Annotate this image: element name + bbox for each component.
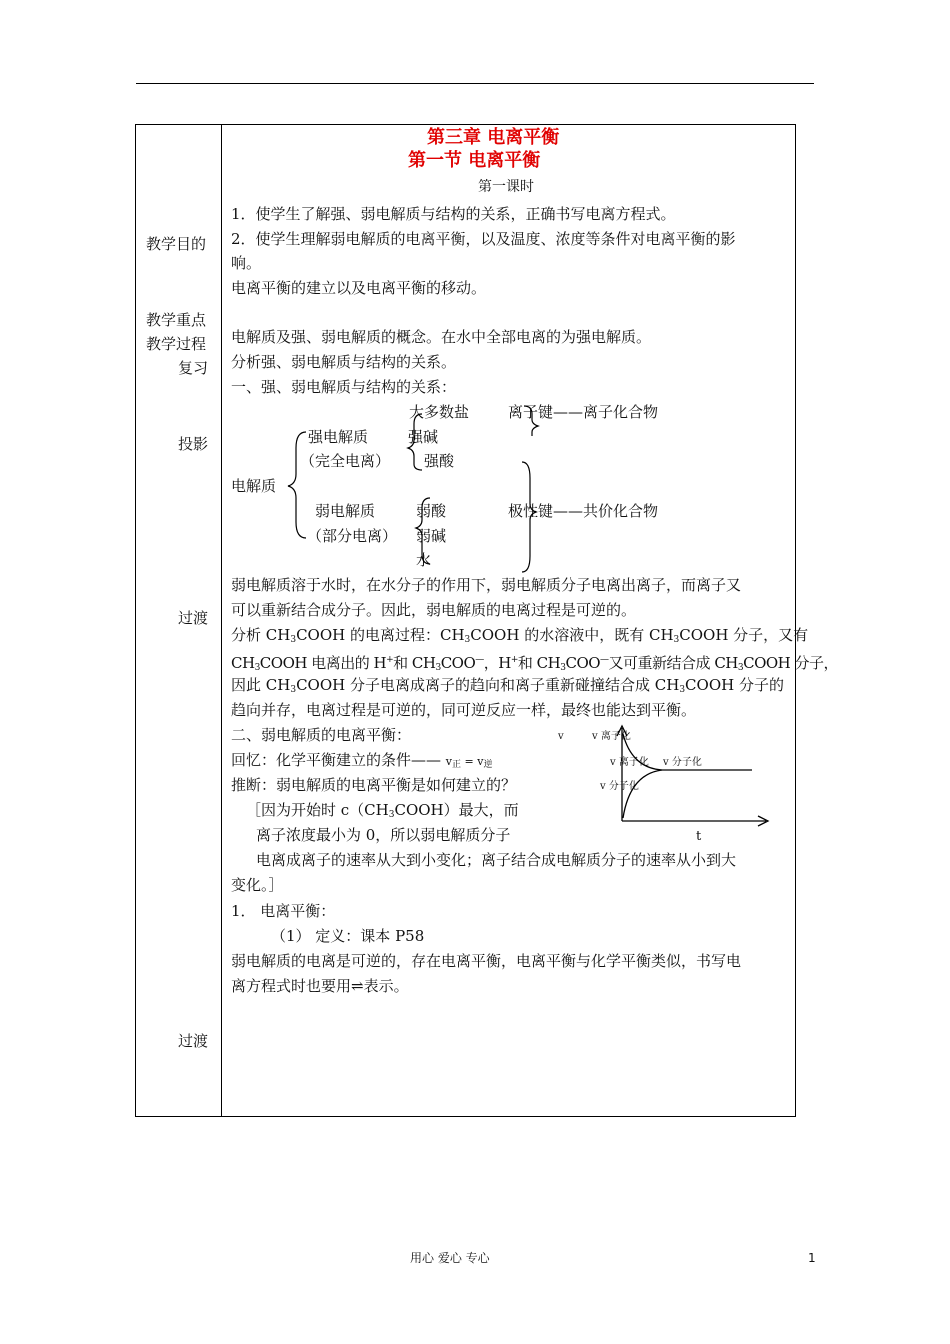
section-2-heading: 二、弱电解质的电离平衡： (231, 726, 412, 744)
brace-electrolyte (288, 432, 306, 538)
analysis-line-1: 分析 $CH_3COOH$ 的电离过程：$CH_3COOH$ 的水溶液中，既有 $CH_3COOH$ 分子，又有 (231, 626, 809, 645)
graph-label-v-ion-top: v 离子化 (592, 731, 631, 742)
label-transition-1: 过渡 (178, 609, 209, 627)
graph-label-v-ion: v 离子化 (610, 757, 649, 768)
diagram-electrolyte: 电解质 (231, 477, 277, 495)
definition-line-1: 弱电解质的电离是可逆的，存在电离平衡，电离平衡与化学平衡类似，书写电 (231, 952, 742, 970)
label-transition-2: 过渡 (178, 1032, 209, 1050)
brace-ionic (524, 406, 538, 436)
lesson-title: 第一课时 (478, 179, 534, 195)
item-1-1: （1） 定义：课本 P58 (271, 927, 425, 945)
transition-line-1: 弱电解质溶于水时，在水分子的作用下，弱电解质分子电离出离子，而离子又 (231, 576, 742, 594)
brace-strong (408, 414, 422, 470)
label-review: 复习 (178, 359, 209, 377)
label-projection: 投影 (178, 435, 209, 453)
label-key-points: 教学重点 (146, 311, 207, 329)
definition-line-2: 离方程式时也要用⇌表示。 (231, 977, 409, 995)
section-title: 第一节 电离平衡 (408, 150, 541, 171)
analysis-line-3: 因此 $CH_3COOH$ 分子电离成离子的趋向和离子重新碰撞结合成 $CH_3COOH$ 分子的 (231, 676, 784, 695)
review-1: 电解质及强、弱电解质的概念。在水中全部电离的为强电解质。 (231, 328, 652, 346)
footer-motto: 用心 爱心 专心 (410, 1251, 490, 1265)
graph-label-v-mol-bottom: v 分子化 (600, 781, 639, 792)
review-2: 分析强、弱电解质与结构的关系。 (231, 353, 457, 371)
diagram-weak-note: （部分电离） (307, 527, 398, 545)
graph-y-axis-label: v (558, 731, 564, 742)
graph-x-axis-label: t (696, 829, 702, 844)
brace-covalent (522, 462, 536, 572)
item-1: 1． 电离平衡： (231, 902, 336, 920)
label-objectives: 教学目的 (146, 235, 207, 253)
diagram-ionic: 离子键——离子化合物 (508, 403, 659, 421)
objective-2: 2．使学生理解弱电解质的电离平衡，以及温度、浓度等条件对电离平衡的影 (231, 230, 736, 248)
diagram-weak: 弱电解质 (315, 502, 376, 520)
reason-line-4: 变化。］ (231, 876, 284, 894)
chapter-title: 第三章 电离平衡 (427, 127, 560, 148)
diagram-strong-acid: 强酸 (424, 452, 455, 470)
diagram-most-salts: 大多数盐 (409, 403, 470, 421)
section-1-heading: 一、强、弱电解质与结构的关系： (231, 378, 457, 396)
label-process: 教学过程 (146, 335, 207, 353)
graph-curve-molecular (623, 770, 662, 818)
diagram-strong-base: 强碱 (408, 428, 439, 446)
diagram-covalent: 极性键——共价化合物 (508, 502, 659, 520)
key-point: 电离平衡的建立以及电离平衡的移动。 (231, 279, 487, 297)
diagram-water: 水 (416, 551, 432, 569)
page-number: 1 (808, 1251, 816, 1265)
objective-1: 1．使学生了解强、弱电解质与结构的关系，正确书写电离方程式。 (231, 205, 676, 223)
analysis-line-2: $CH_3COOH$ 电离出的 H+和 $CH_3COO^—$，H+和 $CH_3COO^—$又可重新结合成 $CH_3COOH$ 分子， (231, 654, 839, 673)
recall-line: 回忆：化学平衡建立的条件—— $v_正 = v_逆$ (231, 751, 493, 770)
analysis-line-4: 趋向并存，电离过程是可逆的，同可逆反应一样，最终也能达到平衡。 (231, 701, 697, 719)
graph-label-v-mol: v 分子化 (663, 757, 702, 768)
objective-2-cont: 响。 (231, 254, 262, 272)
reason-line-1: ［因为开始时 $c(CH_3COOH)$最大，而 (246, 801, 519, 820)
diagram-strong-note: （完全电离） (300, 452, 391, 470)
inference-line: 推断：弱电解质的电离平衡是如何建立的？ (231, 776, 517, 794)
diagram-weak-acid: 弱酸 (416, 502, 447, 520)
transition-line-2: 可以重新结合成分子。因此，弱电解质的电离过程是可逆的。 (231, 601, 637, 619)
reason-line-2: 离子浓度最小为 0，所以弱电解质分子 (256, 826, 511, 844)
diagram-strong: 强电解质 (308, 428, 369, 446)
diagram-weak-base: 弱碱 (416, 527, 447, 545)
graph-curve-ionization (623, 734, 752, 770)
reason-line-3: 电离成离子的速率从大到小变化；离子结合成电解质分子的速率从小到大 (256, 851, 737, 869)
brace-weak (416, 498, 430, 564)
